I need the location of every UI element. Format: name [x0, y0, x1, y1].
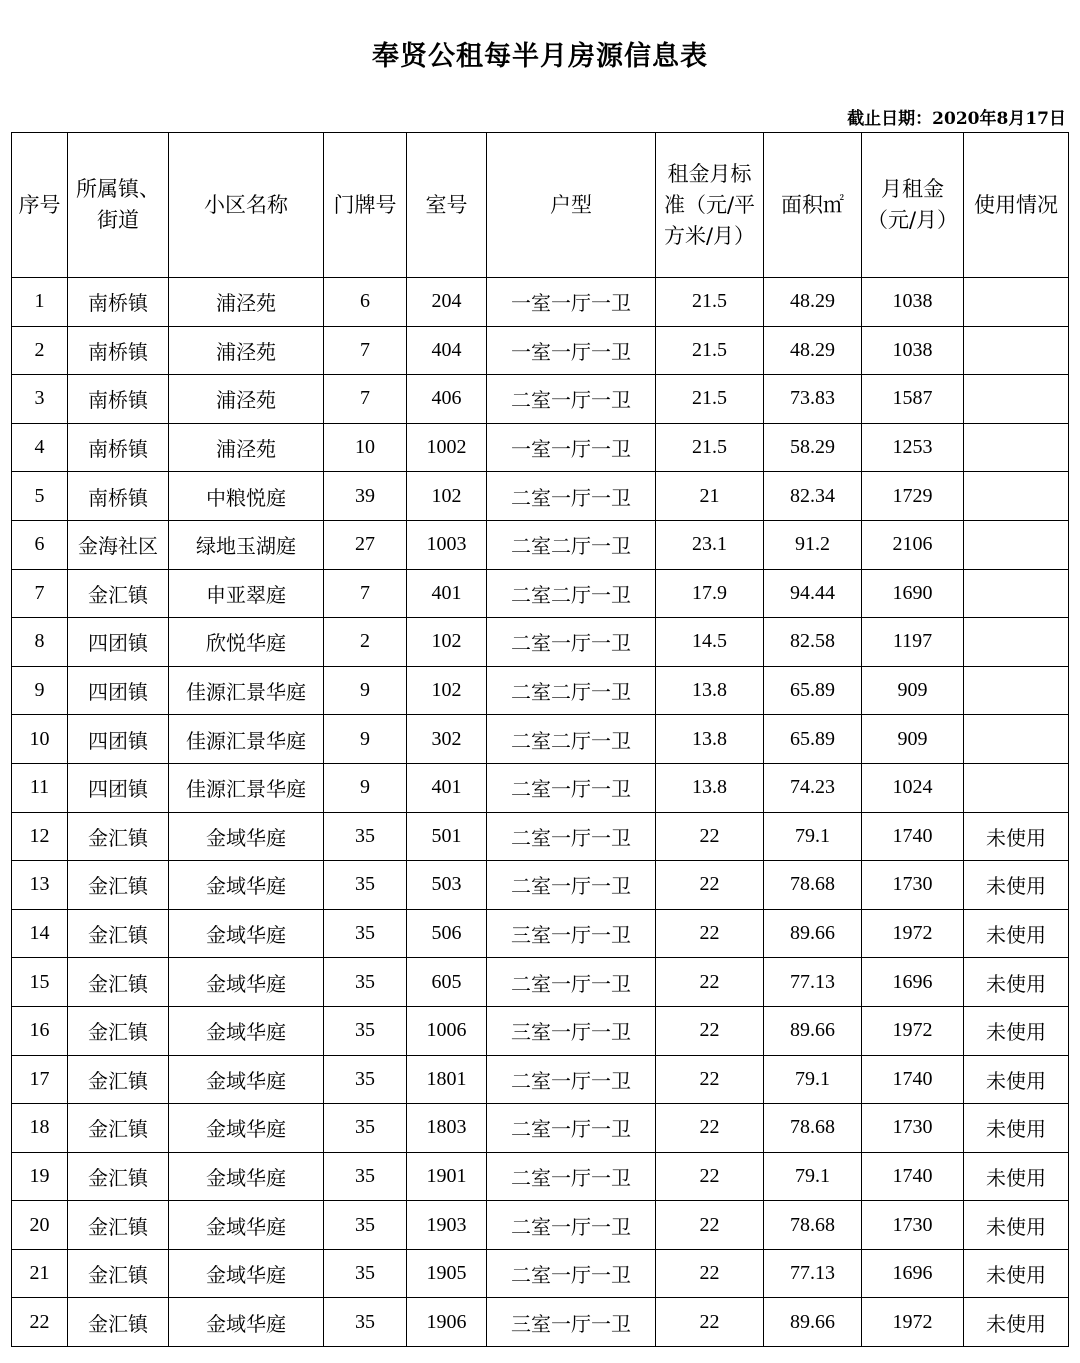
cell-room: 1002 [407, 423, 487, 472]
cell-room: 404 [407, 326, 487, 375]
table-row [12, 1201, 1069, 1250]
cell-rent: 1696 [862, 958, 964, 1007]
cell-town: 金海社区 [68, 520, 169, 569]
cell-usage [964, 278, 1069, 327]
cell-layout: 二室一厅一卫 [487, 958, 656, 1007]
cell-door: 35 [324, 1104, 407, 1153]
cell-seq: 21 [12, 1249, 68, 1298]
cell-seq: 9 [12, 666, 68, 715]
cell-rent: 1740 [862, 812, 964, 861]
cell-usage [964, 375, 1069, 424]
table-row [12, 1249, 1069, 1298]
cell-door: 2 [324, 618, 407, 667]
cell-rent-standard: 22 [656, 1201, 764, 1250]
cell-usage [964, 520, 1069, 569]
cell-community: 金域华庭 [169, 909, 324, 958]
header-area: 面积㎡ [764, 133, 862, 278]
cell-layout: 二室一厅一卫 [487, 1152, 656, 1201]
cell-seq: 19 [12, 1152, 68, 1201]
cell-seq: 12 [12, 812, 68, 861]
cell-area: 82.58 [764, 618, 862, 667]
cell-rent: 1972 [862, 1006, 964, 1055]
cell-rent: 1972 [862, 909, 964, 958]
cell-town: 四团镇 [68, 763, 169, 812]
cell-area: 89.66 [764, 1006, 862, 1055]
cell-layout: 一室一厅一卫 [487, 423, 656, 472]
cell-layout: 三室一厅一卫 [487, 909, 656, 958]
cell-usage: 未使用 [964, 1006, 1069, 1055]
cell-town: 金汇镇 [68, 1249, 169, 1298]
cell-rent-standard: 21.5 [656, 375, 764, 424]
cell-rent: 1038 [862, 278, 964, 327]
cell-town: 南桥镇 [68, 326, 169, 375]
table-row [12, 423, 1069, 472]
header-town-line2: 街道 [97, 208, 139, 232]
cell-room: 1905 [407, 1249, 487, 1298]
cell-layout: 二室一厅一卫 [487, 1104, 656, 1153]
cell-community: 绿地玉湖庭 [169, 520, 324, 569]
cell-area: 74.23 [764, 763, 862, 812]
cell-usage [964, 618, 1069, 667]
cell-door: 35 [324, 861, 407, 910]
cell-rent-standard: 22 [656, 861, 764, 910]
table-row [12, 618, 1069, 667]
cell-rent-standard: 22 [656, 812, 764, 861]
cell-community: 金域华庭 [169, 1298, 324, 1347]
table-row [12, 1104, 1069, 1153]
cell-rent-standard: 21.5 [656, 326, 764, 375]
cell-room: 406 [407, 375, 487, 424]
cell-rent: 909 [862, 715, 964, 764]
cell-usage: 未使用 [964, 958, 1069, 1007]
cell-usage [964, 666, 1069, 715]
cell-rent-standard: 22 [656, 958, 764, 1007]
cell-door: 35 [324, 1006, 407, 1055]
cell-community: 金域华庭 [169, 1152, 324, 1201]
cell-seq: 5 [12, 472, 68, 521]
table-row [12, 326, 1069, 375]
cell-community: 金域华庭 [169, 812, 324, 861]
cell-room: 401 [407, 569, 487, 618]
cell-layout: 二室一厅一卫 [487, 861, 656, 910]
cell-town: 南桥镇 [68, 375, 169, 424]
cell-layout: 二室二厅一卫 [487, 715, 656, 764]
cell-rent: 1038 [862, 326, 964, 375]
cutoff-date: 截止日期：2020年8月17日 [847, 109, 1066, 129]
cell-town: 金汇镇 [68, 1104, 169, 1153]
cell-room: 1906 [407, 1298, 487, 1347]
cell-door: 9 [324, 715, 407, 764]
cell-door: 10 [324, 423, 407, 472]
header-door: 门牌号 [324, 133, 407, 278]
cell-room: 102 [407, 666, 487, 715]
cell-seq: 13 [12, 861, 68, 910]
cell-community: 浦泾苑 [169, 423, 324, 472]
cell-layout: 三室一厅一卫 [487, 1006, 656, 1055]
cell-town: 金汇镇 [68, 1152, 169, 1201]
header-rent-standard-line2: 准（元/平 [663, 192, 756, 217]
cell-seq: 10 [12, 715, 68, 764]
cell-rent-standard: 23.1 [656, 520, 764, 569]
cell-area: 65.89 [764, 666, 862, 715]
cell-usage: 未使用 [964, 1152, 1069, 1201]
cell-door: 35 [324, 1201, 407, 1250]
cell-area: 94.44 [764, 569, 862, 618]
cell-rent-standard: 22 [656, 1298, 764, 1347]
cell-door: 9 [324, 666, 407, 715]
header-rent-line1: 月租金 [881, 177, 944, 201]
cell-community: 浦泾苑 [169, 375, 324, 424]
cell-town: 南桥镇 [68, 423, 169, 472]
cell-rent: 1197 [862, 618, 964, 667]
cell-usage: 未使用 [964, 1104, 1069, 1153]
cell-rent-standard: 13.8 [656, 763, 764, 812]
cell-rent-standard: 21 [656, 472, 764, 521]
cell-rent: 1730 [862, 1201, 964, 1250]
cell-layout: 二室一厅一卫 [487, 472, 656, 521]
table-body [12, 278, 1069, 1347]
table-row [12, 278, 1069, 327]
cell-room: 102 [407, 618, 487, 667]
cell-community: 佳源汇景华庭 [169, 715, 324, 764]
cell-town: 金汇镇 [68, 1201, 169, 1250]
cell-usage: 未使用 [964, 1249, 1069, 1298]
cell-seq: 14 [12, 909, 68, 958]
table-row [12, 1298, 1069, 1347]
table-row [12, 1006, 1069, 1055]
cell-area: 58.29 [764, 423, 862, 472]
cell-rent-standard: 17.9 [656, 569, 764, 618]
cell-rent-standard: 22 [656, 1006, 764, 1055]
cell-usage: 未使用 [964, 1201, 1069, 1250]
cell-layout: 一室一厅一卫 [487, 278, 656, 327]
cell-community: 浦泾苑 [169, 326, 324, 375]
cell-seq: 22 [12, 1298, 68, 1347]
cell-door: 7 [324, 326, 407, 375]
cell-usage [964, 569, 1069, 618]
header-seq: 序号 [12, 133, 68, 278]
cell-room: 302 [407, 715, 487, 764]
cell-door: 6 [324, 278, 407, 327]
cell-door: 35 [324, 812, 407, 861]
cell-rent: 1696 [862, 1249, 964, 1298]
cell-community: 佳源汇景华庭 [169, 666, 324, 715]
cell-rent: 909 [862, 666, 964, 715]
header-usage: 使用情况 [964, 133, 1069, 278]
cell-usage [964, 472, 1069, 521]
cell-area: 79.1 [764, 812, 862, 861]
cell-community: 浦泾苑 [169, 278, 324, 327]
table-row [12, 1055, 1069, 1104]
cell-town: 金汇镇 [68, 1006, 169, 1055]
cell-seq: 11 [12, 763, 68, 812]
cell-layout: 一室一厅一卫 [487, 326, 656, 375]
cell-room: 1801 [407, 1055, 487, 1104]
cell-area: 73.83 [764, 375, 862, 424]
cell-usage: 未使用 [964, 909, 1069, 958]
cell-rent: 1587 [862, 375, 964, 424]
cell-seq: 17 [12, 1055, 68, 1104]
cell-town: 金汇镇 [68, 1298, 169, 1347]
cell-seq: 6 [12, 520, 68, 569]
table-row [12, 958, 1069, 1007]
cell-town: 南桥镇 [68, 278, 169, 327]
cell-town: 四团镇 [68, 618, 169, 667]
cell-rent: 1690 [862, 569, 964, 618]
cell-room: 401 [407, 763, 487, 812]
cell-usage: 未使用 [964, 1298, 1069, 1347]
cell-rent: 1740 [862, 1152, 964, 1201]
cell-area: 89.66 [764, 909, 862, 958]
cell-rent-standard: 22 [656, 1249, 764, 1298]
header-rent-standard-line1: 租金月标 [667, 161, 752, 186]
cell-town: 四团镇 [68, 715, 169, 764]
cell-door: 35 [324, 1152, 407, 1201]
cell-area: 79.1 [764, 1055, 862, 1104]
cell-layout: 二室一厅一卫 [487, 618, 656, 667]
header-town [68, 133, 169, 278]
cell-room: 605 [407, 958, 487, 1007]
cell-area: 91.2 [764, 520, 862, 569]
cell-seq: 20 [12, 1201, 68, 1250]
cell-rent: 2106 [862, 520, 964, 569]
cell-door: 39 [324, 472, 407, 521]
cell-room: 102 [407, 472, 487, 521]
cell-layout: 三室一厅一卫 [487, 1298, 656, 1347]
header-rent-standard [656, 133, 764, 278]
header-layout: 户型 [487, 133, 656, 278]
cell-usage [964, 763, 1069, 812]
cell-community: 金域华庭 [169, 958, 324, 1007]
cell-room: 1901 [407, 1152, 487, 1201]
table-row [12, 1152, 1069, 1201]
header-town-line1: 所属镇、 [76, 177, 160, 201]
cell-area: 77.13 [764, 958, 862, 1007]
cell-town: 金汇镇 [68, 569, 169, 618]
cell-community: 佳源汇景华庭 [169, 763, 324, 812]
cell-community: 金域华庭 [169, 1201, 324, 1250]
header-rent-standard-line3: 方米/月） [663, 223, 756, 248]
header-room: 室号 [407, 133, 487, 278]
cell-door: 7 [324, 569, 407, 618]
cell-area: 77.13 [764, 1249, 862, 1298]
cell-community: 金域华庭 [169, 1249, 324, 1298]
table-row [12, 375, 1069, 424]
cell-rent-standard: 22 [656, 1104, 764, 1153]
cell-layout: 二室二厅一卫 [487, 569, 656, 618]
cell-room: 1003 [407, 520, 487, 569]
cell-room: 501 [407, 812, 487, 861]
cell-area: 82.34 [764, 472, 862, 521]
cell-community: 中粮悦庭 [169, 472, 324, 521]
cell-area: 48.29 [764, 278, 862, 327]
cell-area: 78.68 [764, 861, 862, 910]
cell-usage: 未使用 [964, 812, 1069, 861]
cell-area: 65.89 [764, 715, 862, 764]
cell-seq: 4 [12, 423, 68, 472]
table-row [12, 715, 1069, 764]
cell-usage [964, 326, 1069, 375]
header-row [12, 133, 1069, 278]
cell-seq: 18 [12, 1104, 68, 1153]
cell-town: 四团镇 [68, 666, 169, 715]
cell-layout: 二室二厅一卫 [487, 520, 656, 569]
cell-door: 9 [324, 763, 407, 812]
cell-seq: 16 [12, 1006, 68, 1055]
cell-rent-standard: 21.5 [656, 278, 764, 327]
cell-layout: 二室一厅一卫 [487, 812, 656, 861]
table-row [12, 812, 1069, 861]
cell-area: 78.68 [764, 1104, 862, 1153]
page-title: 奉贤公租每半月房源信息表 [372, 41, 708, 72]
table-row [12, 666, 1069, 715]
header-rent [862, 133, 964, 278]
housing-table [11, 132, 1069, 1347]
cell-seq: 15 [12, 958, 68, 1007]
cell-community: 申亚翠庭 [169, 569, 324, 618]
cell-room: 503 [407, 861, 487, 910]
cell-rent: 1729 [862, 472, 964, 521]
cell-layout: 二室二厅一卫 [487, 666, 656, 715]
cell-rent-standard: 22 [656, 1152, 764, 1201]
cell-layout: 二室一厅一卫 [487, 375, 656, 424]
cell-layout: 二室一厅一卫 [487, 1249, 656, 1298]
cell-area: 48.29 [764, 326, 862, 375]
cell-door: 35 [324, 1055, 407, 1104]
cell-rent-standard: 13.8 [656, 715, 764, 764]
header-community: 小区名称 [169, 133, 324, 278]
table-row [12, 909, 1069, 958]
cell-community: 金域华庭 [169, 1055, 324, 1104]
cell-layout: 二室一厅一卫 [487, 1201, 656, 1250]
table-row [12, 569, 1069, 618]
cell-usage: 未使用 [964, 1055, 1069, 1104]
cell-rent: 1730 [862, 861, 964, 910]
cell-door: 35 [324, 958, 407, 1007]
cell-seq: 1 [12, 278, 68, 327]
cell-usage [964, 715, 1069, 764]
cell-rent: 1740 [862, 1055, 964, 1104]
cell-layout: 二室一厅一卫 [487, 1055, 656, 1104]
table-row [12, 861, 1069, 910]
cell-area: 79.1 [764, 1152, 862, 1201]
cell-rent-standard: 22 [656, 1055, 764, 1104]
cell-room: 1006 [407, 1006, 487, 1055]
cell-room: 506 [407, 909, 487, 958]
cell-rent-standard: 14.5 [656, 618, 764, 667]
cell-town: 金汇镇 [68, 1055, 169, 1104]
table-row [12, 472, 1069, 521]
cell-seq: 8 [12, 618, 68, 667]
cell-door: 35 [324, 909, 407, 958]
cell-community: 金域华庭 [169, 1006, 324, 1055]
cell-seq: 3 [12, 375, 68, 424]
cell-town: 金汇镇 [68, 861, 169, 910]
cell-community: 欣悦华庭 [169, 618, 324, 667]
cell-door: 35 [324, 1249, 407, 1298]
cell-rent: 1024 [862, 763, 964, 812]
cell-room: 204 [407, 278, 487, 327]
cell-seq: 2 [12, 326, 68, 375]
cell-room: 1803 [407, 1104, 487, 1153]
cell-town: 金汇镇 [68, 909, 169, 958]
table-row [12, 763, 1069, 812]
cell-door: 7 [324, 375, 407, 424]
cell-usage [964, 423, 1069, 472]
cell-rent: 1730 [862, 1104, 964, 1153]
cell-town: 金汇镇 [68, 958, 169, 1007]
header-rent-line2: （元/月） [866, 208, 959, 232]
table-row [12, 520, 1069, 569]
cell-seq: 7 [12, 569, 68, 618]
cell-rent: 1972 [862, 1298, 964, 1347]
cell-door: 35 [324, 1298, 407, 1347]
cell-layout: 二室一厅一卫 [487, 763, 656, 812]
cell-room: 1903 [407, 1201, 487, 1250]
cell-rent: 1253 [862, 423, 964, 472]
cell-community: 金域华庭 [169, 1104, 324, 1153]
cell-town: 金汇镇 [68, 812, 169, 861]
cell-community: 金域华庭 [169, 861, 324, 910]
cell-area: 89.66 [764, 1298, 862, 1347]
cell-rent-standard: 22 [656, 909, 764, 958]
cell-usage: 未使用 [964, 861, 1069, 910]
cell-rent-standard: 13.8 [656, 666, 764, 715]
cell-rent-standard: 21.5 [656, 423, 764, 472]
cell-town: 南桥镇 [68, 472, 169, 521]
cell-area: 78.68 [764, 1201, 862, 1250]
cell-door: 27 [324, 520, 407, 569]
